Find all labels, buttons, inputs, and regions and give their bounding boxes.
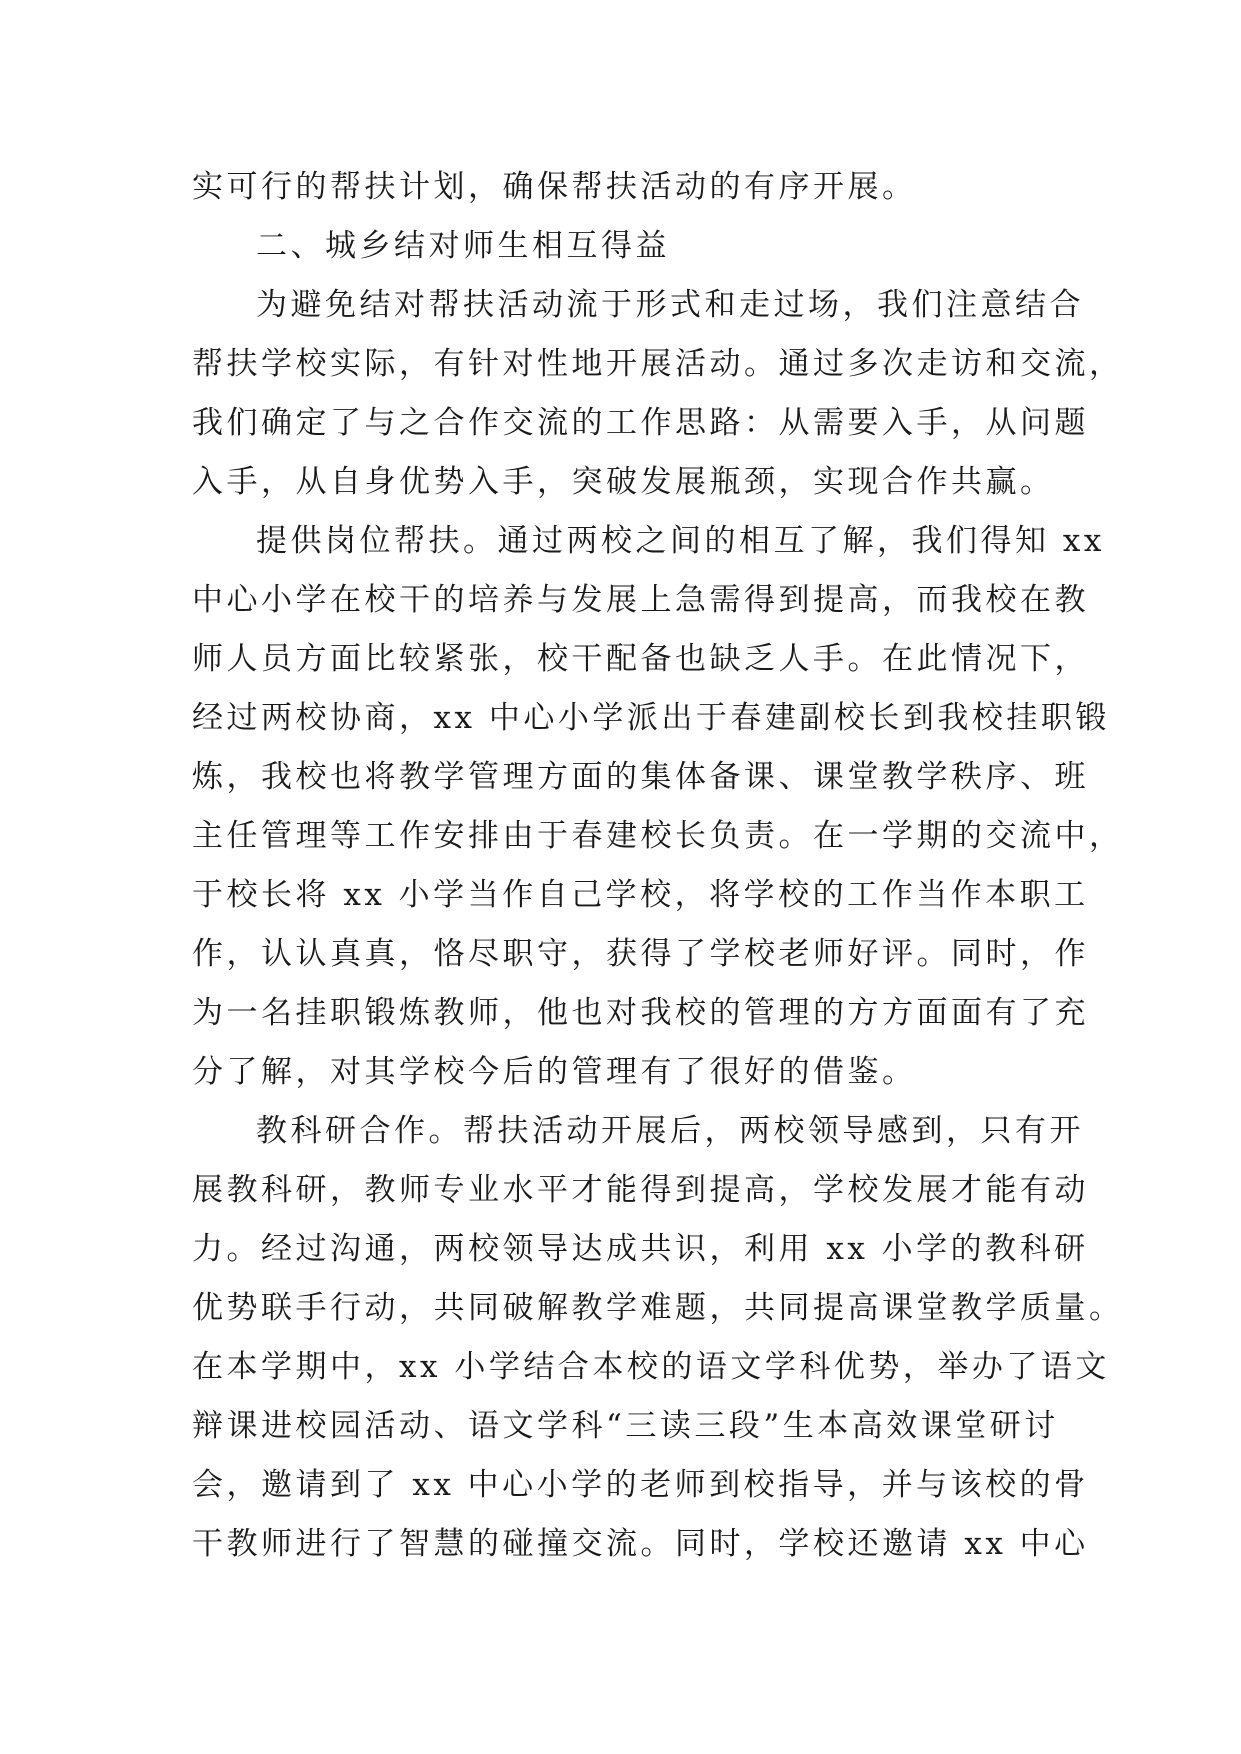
text-line: 炼，我校也将教学管理方面的集体备课、课堂教学秩序、班 <box>192 759 1089 795</box>
text-line: 入手，从自身优势入手，突破发展瓶颈，实现合作共赢。 <box>192 464 1055 500</box>
text-line: 干教师进行了智慧的碰撞交流。同时，学校还邀请 xx 中心 <box>192 1526 1089 1562</box>
text-line: 于校长将 xx 小学当作自己学校，将学校的工作当作本职工 <box>192 877 1089 913</box>
text-line: 师人员方面比较紧张，校干配备也缺乏人手。在此情况下， <box>192 641 1089 677</box>
text-line: 优势联手行动，共同破解教学难题，共同提高课堂教学质量。 <box>192 1290 1124 1326</box>
text-line: 辩课进校园活动、语文学科“三读三段”生本高效课堂研讨 <box>192 1408 1059 1444</box>
text-line: 作，认认真真，恪尽职守，获得了学校老师好评。同时，作 <box>192 936 1089 972</box>
document-body <box>192 158 1124 1574</box>
text-line: 教科研合作。帮扶活动开展后，两校领导感到，只有开 <box>256 1113 1084 1149</box>
text-line: 实可行的帮扶计划，确保帮扶活动的有序开展。 <box>192 169 917 205</box>
text-line: 会，邀请到了 xx 中心小学的老师到校指导，并与该校的骨 <box>192 1467 1089 1503</box>
text-line: 主任管理等工作安排由于春建校长负责。在一学期的交流中， <box>192 818 1124 854</box>
text-line: 分了解，对其学校今后的管理有了很好的借鉴。 <box>192 1054 917 1090</box>
text-line: 在本学期中，xx 小学结合本校的语文学科优势，举办了语文 <box>192 1349 1110 1385</box>
text-line: 提供岗位帮扶。通过两校之间的相互了解，我们得知 xx <box>256 523 1105 559</box>
section-heading: 二、城乡结对师生相互得益 <box>256 228 670 264</box>
text-line: 为一名挂职锻炼教师，他也对我校的管理的方方面面有了充 <box>192 995 1089 1031</box>
text-line: 帮扶学校实际，有针对性地开展活动。通过多次走访和交流， <box>192 346 1124 382</box>
text-line: 为避免结对帮扶活动流于形式和走过场，我们注意结合 <box>256 287 1084 323</box>
text-line: 经过两校协商，xx 中心小学派出于春建副校长到我校挂职锻 <box>192 700 1110 736</box>
text-line: 我们确定了与之合作交流的工作思路：从需要入手，从问题 <box>192 405 1089 441</box>
text-line: 力。经过沟通，两校领导达成共识，利用 xx 小学的教科研 <box>192 1231 1089 1267</box>
text-line: 展教科研，教师专业水平才能得到提高，学校发展才能有动 <box>192 1172 1089 1208</box>
text-line: 中心小学在校干的培养与发展上急需得到提高，而我校在教 <box>192 582 1089 618</box>
